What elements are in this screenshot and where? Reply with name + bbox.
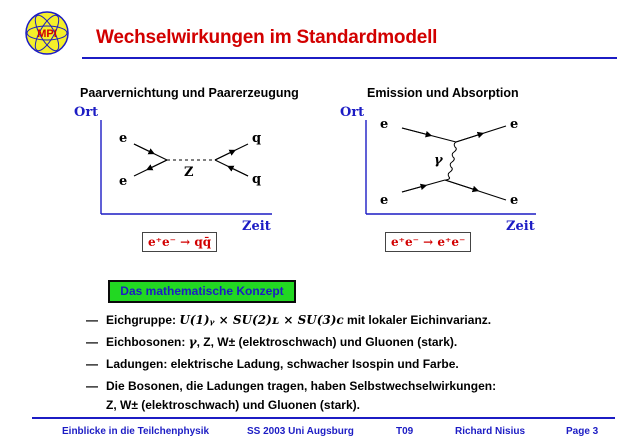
label-e-top-left: e bbox=[380, 117, 389, 132]
label-z-boson: Z bbox=[184, 165, 194, 180]
footer-code: T09 bbox=[396, 426, 414, 437]
list-item-charges bbox=[86, 356, 606, 378]
photon-wavy-line bbox=[446, 142, 456, 180]
footer-divider bbox=[32, 417, 615, 419]
list-item-self-interactions bbox=[86, 378, 606, 414]
footer-course: Einblicke in die Teilchenphysik bbox=[62, 426, 210, 437]
bullet-text: Ladungen: elektrische Ladung, schwacher Isospin und Farbe. bbox=[106, 357, 459, 371]
bullet-suffix: , Z, W± (elektroschwach) und Gluonen (stark). bbox=[196, 335, 458, 349]
section-heading-annihilation: Paarvernichtung und Paarerzeugung bbox=[80, 86, 299, 100]
label-e-in-bottom: e bbox=[119, 174, 128, 189]
label-q-out-top: q bbox=[252, 131, 262, 146]
label-e-bottom-left: e bbox=[380, 193, 389, 208]
title-divider bbox=[82, 57, 617, 59]
bullet-list bbox=[86, 312, 606, 414]
label-q-out-bottom: q bbox=[252, 172, 262, 187]
label-e-top-right: e bbox=[510, 117, 519, 132]
bullet-prefix: Eichbosonen: bbox=[106, 335, 189, 349]
gauge-group-math: U(1)ᵧ × SU(2)ʟ × SU(3)ᴄ bbox=[179, 313, 344, 327]
mpi-logo bbox=[24, 10, 70, 56]
bullet-text-continued: Z, W± (elektroschwach) und Gluonen (stark). bbox=[106, 398, 360, 412]
logo-text: MPI bbox=[37, 28, 57, 40]
bullet-dash: — bbox=[86, 335, 98, 349]
reaction-formula-emission: e⁺e⁻ → e⁺e⁻ bbox=[385, 232, 471, 252]
gamma-symbol: γ bbox=[188, 335, 197, 349]
page-title: Wechselwirkungen im Standardmodell bbox=[96, 27, 438, 48]
bullet-dash: — bbox=[86, 313, 98, 327]
footer-page-number: Page 3 bbox=[566, 426, 599, 437]
label-gamma: γ bbox=[434, 153, 443, 168]
reaction-formula-annihilation: e⁺e⁻ → qq̄ bbox=[142, 232, 217, 252]
section-heading-emission: Emission und Absorption bbox=[367, 86, 519, 100]
footer-author: Richard Nisius bbox=[455, 426, 526, 437]
bullet-dash: — bbox=[86, 379, 98, 393]
axis-label-zeit: Zeit bbox=[242, 219, 271, 234]
feynman-diagram-emission bbox=[336, 104, 546, 234]
list-item-gauge-bosons bbox=[86, 334, 606, 356]
axis-label-zeit: Zeit bbox=[506, 219, 535, 234]
konzept-box: Das mathematische Konzept bbox=[108, 280, 296, 303]
footer-term: SS 2003 Uni Augsburg bbox=[247, 426, 354, 437]
bullet-dash: — bbox=[86, 357, 98, 371]
label-e-bottom-right: e bbox=[510, 193, 519, 208]
label-e-in-top: e bbox=[119, 131, 128, 146]
list-item-gauge-group bbox=[86, 312, 606, 334]
bullet-prefix: Eichgruppe: bbox=[106, 313, 180, 327]
axis-label-ort: Ort bbox=[340, 105, 365, 120]
feynman-diagram-annihilation bbox=[72, 104, 282, 234]
axis-label-ort: Ort bbox=[74, 105, 99, 120]
bullet-text: Die Bosonen, die Ladungen tragen, haben Selbstwechselwirkungen: bbox=[106, 379, 497, 393]
bullet-suffix: mit lokaler Eichinvarianz. bbox=[343, 313, 492, 327]
